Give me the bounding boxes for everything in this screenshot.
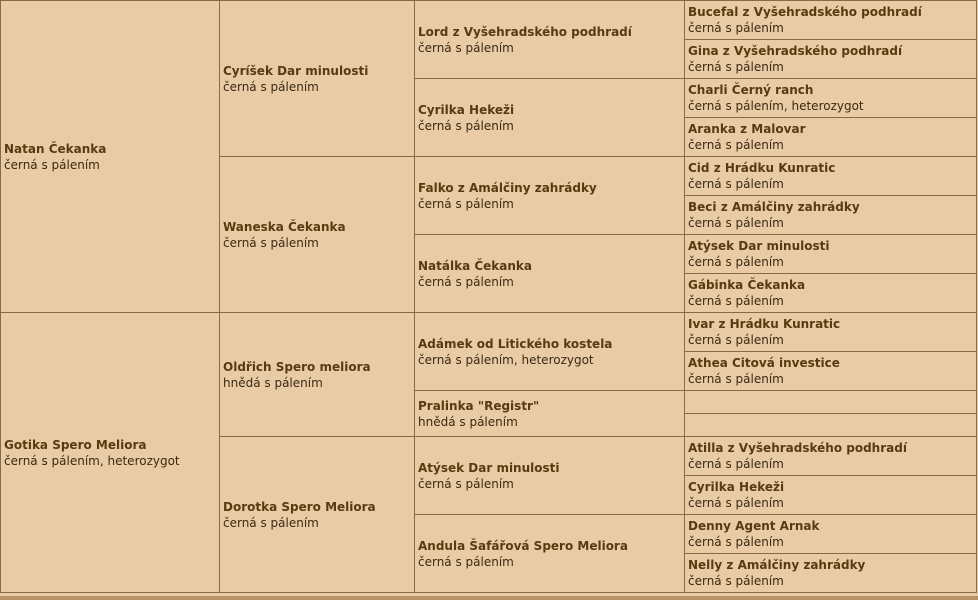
bottom-border <box>0 596 978 600</box>
pedigree-cell-fmf <box>415 157 685 235</box>
dog-name[interactable]: Cyríšek Dar minulosti <box>223 63 369 78</box>
dog-color: černá s pálením <box>688 60 784 74</box>
dog-name[interactable]: Nelly z Amálčiny zahrádky <box>688 558 866 572</box>
dog-name[interactable]: Gábinka Čekanka <box>688 278 806 292</box>
dog-color: černá s pálením <box>418 40 514 55</box>
dog-color: černá s pálením <box>688 138 784 152</box>
dog-color: černá s pálením <box>688 21 784 35</box>
pedigree-cell-mmfm <box>685 476 977 515</box>
dog-color: černá s pálením <box>688 496 784 510</box>
pedigree-cell-fffm <box>685 40 977 79</box>
dog-color: černá s pálením <box>688 255 784 269</box>
pedigree-cell-ff <box>220 1 415 157</box>
pedigree-cell-ffff <box>685 1 977 40</box>
pedigree-cell-mother <box>1 313 220 593</box>
dog-color: hnědá s pálením <box>418 414 518 429</box>
dog-name[interactable]: Andula Šafářová Spero Meliora <box>418 538 628 553</box>
pedigree-cell-mffm <box>685 352 977 391</box>
dog-color: černá s pálením <box>688 216 784 230</box>
pedigree-cell-mm <box>220 437 415 593</box>
dog-color: černá s pálením <box>418 196 514 211</box>
dog-color: černá s pálením, heterozygot <box>4 453 180 468</box>
pedigree-cell-ffmf <box>685 79 977 118</box>
dog-name[interactable]: Cyrilka Hekeži <box>688 480 785 494</box>
dog-color: hnědá s pálením <box>223 375 323 390</box>
pedigree-cell-mmm <box>415 515 685 593</box>
dog-color: černá s pálením <box>223 235 319 250</box>
pedigree-cell-mmff <box>685 437 977 476</box>
dog-color: černá s pálením <box>418 118 514 133</box>
dog-color: černá s pálením <box>688 574 784 588</box>
pedigree-cell-fmmm <box>685 274 977 313</box>
pedigree-cell-mff <box>415 313 685 391</box>
dog-color: černá s pálením <box>418 554 514 569</box>
pedigree-cell-ffm <box>415 79 685 157</box>
pedigree-cell-fm <box>220 157 415 313</box>
dog-name[interactable]: Beci z Amálčiny zahrádky <box>688 200 860 214</box>
pedigree-cell-mmf <box>415 437 685 515</box>
dog-name[interactable]: Waneska Čekanka <box>223 219 346 234</box>
pedigree-cell-fff <box>415 1 685 79</box>
dog-color: černá s pálením <box>418 274 514 289</box>
pedigree-cell-fmff <box>685 157 977 196</box>
dog-name[interactable]: Oldřich Spero meliora <box>223 359 371 374</box>
dog-color: černá s pálením, heterozygot <box>688 99 864 113</box>
pedigree-cell-mf <box>220 313 415 437</box>
dog-color: černá s pálením <box>688 457 784 471</box>
dog-color: černá s pálením <box>688 372 784 386</box>
pedigree-cell-father <box>1 1 220 313</box>
pedigree-cell-ffmm <box>685 118 977 157</box>
pedigree-cell-fmmf <box>685 235 977 274</box>
dog-color: černá s pálením <box>688 294 784 308</box>
dog-color: černá s pálením <box>688 535 784 549</box>
dog-color: černá s pálením <box>418 476 514 491</box>
dog-color: černá s pálením, heterozygot <box>418 352 594 367</box>
dog-color: černá s pálením <box>688 333 784 347</box>
dog-name[interactable]: Denny Agent Arnak <box>688 519 820 533</box>
dog-name[interactable]: Atýsek Dar minulosti <box>688 239 830 253</box>
dog-color: černá s pálením <box>4 157 100 172</box>
dog-name[interactable]: Dorotka Spero Meliora <box>223 499 376 514</box>
dog-name[interactable]: Natan Čekanka <box>4 141 107 156</box>
dog-name[interactable]: Pralinka "Registr" <box>418 398 540 413</box>
pedigree-cell-empty <box>685 414 977 437</box>
dog-name[interactable]: Athea Citová investice <box>688 356 840 370</box>
pedigree-cell-mfm <box>415 391 685 437</box>
dog-color: černá s pálením <box>223 515 319 530</box>
pedigree-cell-mfff <box>685 313 977 352</box>
pedigree-cell-fmm <box>415 235 685 313</box>
dog-name[interactable]: Atilla z Vyšehradského podhradí <box>688 441 907 455</box>
dog-name[interactable]: Natálka Čekanka <box>418 258 532 273</box>
dog-name[interactable]: Cyrilka Hekeži <box>418 102 515 117</box>
dog-name[interactable]: Cid z Hrádku Kunratic <box>688 161 836 175</box>
pedigree-cell-empty <box>685 391 977 414</box>
dog-name[interactable]: Atýsek Dar minulosti <box>418 460 560 475</box>
dog-name[interactable]: Aranka z Malovar <box>688 122 806 136</box>
dog-name[interactable]: Lord z Vyšehradského podhradí <box>418 24 632 39</box>
dog-name[interactable]: Falko z Amálčiny zahrádky <box>418 180 597 195</box>
dog-color: černá s pálením <box>223 79 319 94</box>
dog-name[interactable]: Gina z Vyšehradského podhradí <box>688 44 903 58</box>
dog-name[interactable]: Adámek od Litického kostela <box>418 336 613 351</box>
dog-name[interactable]: Gotika Spero Meliora <box>4 437 147 452</box>
pedigree-cell-mmmf <box>685 515 977 554</box>
dog-name[interactable]: Ivar z Hrádku Kunratic <box>688 317 841 331</box>
dog-color: černá s pálením <box>688 177 784 191</box>
pedigree-cell-fmfm <box>685 196 977 235</box>
dog-name[interactable]: Bucefal z Vyšehradského podhradí <box>688 5 922 19</box>
pedigree-cell-mmmm <box>685 554 977 593</box>
dog-name[interactable]: Charli Černý ranch <box>688 83 814 97</box>
